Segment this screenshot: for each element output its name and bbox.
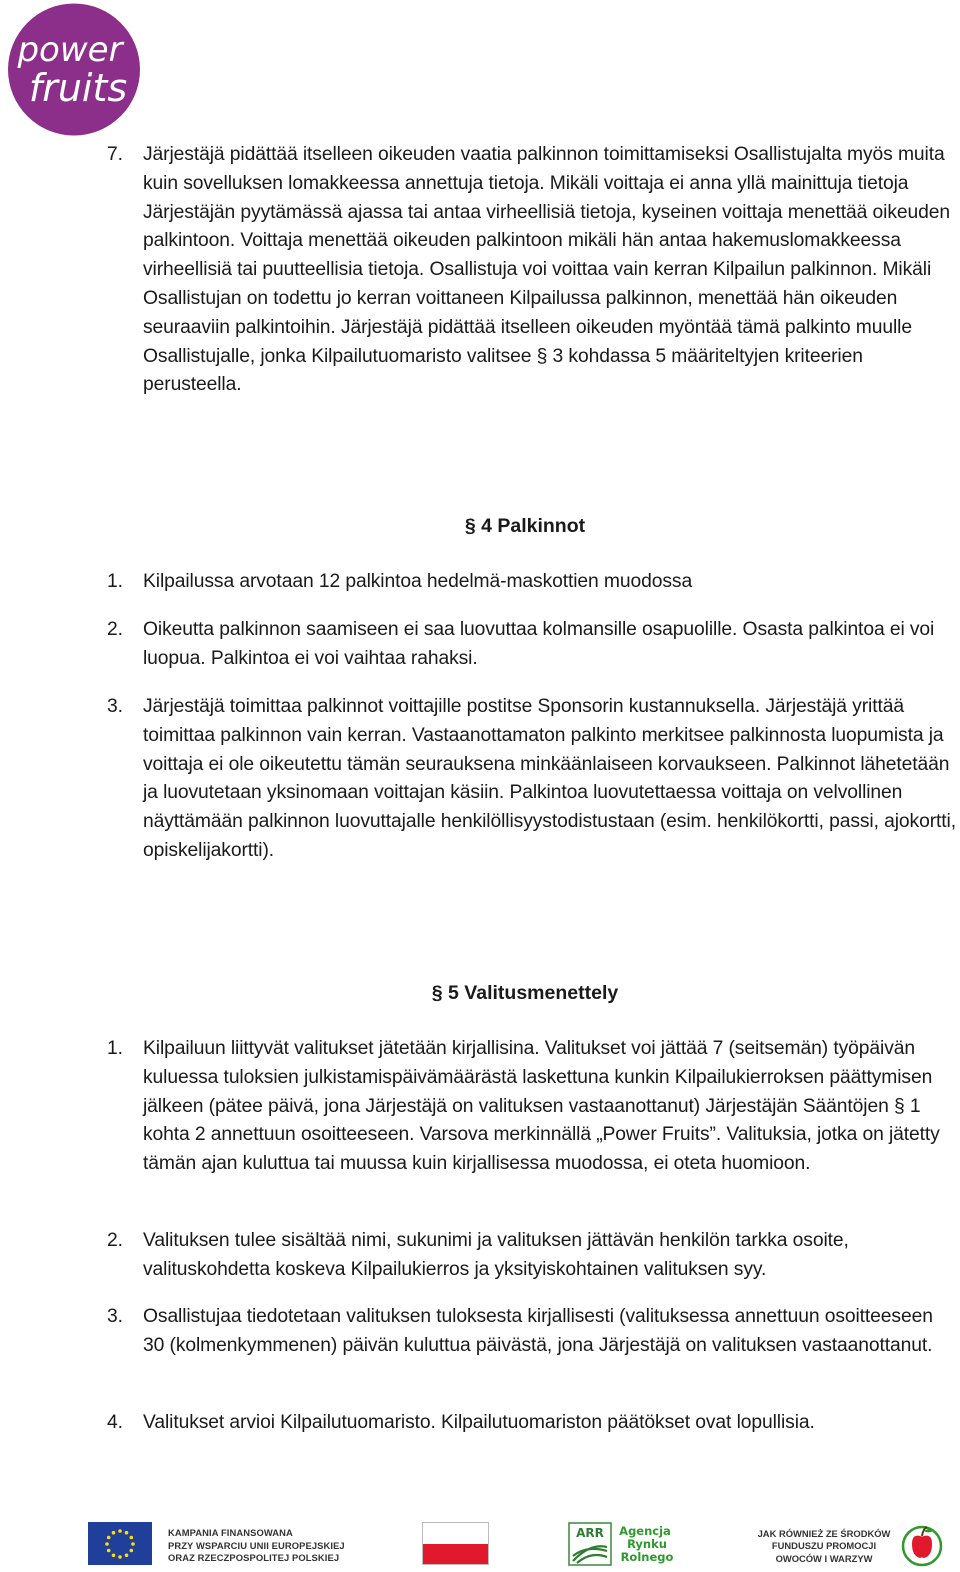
promo-text-line: JAK RÓWNIEŻ ZE ŚRODKÓW [757, 1528, 891, 1539]
item-text: Kilpailussa arvotaan 12 palkintoa hedelmä-maskottien muodossa [143, 571, 693, 592]
rule-5-4 [107, 1409, 957, 1438]
rule-4-3 [107, 693, 957, 866]
polish-flag-icon [422, 1522, 489, 1565]
item-number: 3. [107, 696, 123, 717]
section-4-heading: § 4 Palkinnot [464, 515, 586, 537]
eu-funding-text [168, 1527, 358, 1565]
arr-abbr: ARR [576, 1526, 604, 1540]
item-text: Osallistujaa tiedotetaan valituksen tuloksesta kirjallisesti (valituksessa annettuun osoitteeseen 30 (kolmenkymmenen) päivän kuluttua päivästä, jona Järjestäjä on valituksen vastaanottanut. [143, 1306, 933, 1356]
promo-text-line: FUNDUSZU PROMOCJI [771, 1540, 877, 1552]
logo-word-power: power [17, 30, 123, 70]
item-number: 4. [107, 1412, 123, 1433]
section-5-heading: § 5 Valitusmenettely [431, 982, 619, 1004]
item-number: 3. [107, 1306, 123, 1327]
apple-icon [898, 1520, 946, 1568]
rule-5-2 [107, 1227, 957, 1285]
arr-agency-logo [567, 1521, 679, 1567]
item-text: Järjestäjä pidättää itselleen oikeuden vaatia palkinnon toimittamiseksi Osallistujalta myös muita kuin sovelluksen lomakkeessa annettuja tietoja. Mikäli voittaja ei anna yllä mainittuja tietoja Järjestäjän pyytämässä ajassa tai antaa virheellisiä tietoja, kyseinen voittaja menettää oikeuden palkintoon. Voittaja menettää oikeuden palkintoon mikäli hän antaa hakemuslomakkeessa virheellisiä tai puutteellisia tietoja. Osallistuja voi voittaa vain kerran Kilpailun palkinnon. Mikäli Osallistujan on todettu jo kerran voittaneen Kilpailussa palkinnon, menettää hän oikeuden seuraaviin palkintoihin. Järjestäjä pidättää itselleen oikeuden myöntää tämä palkinto muulle Osallistujalle, jonka Kilpailutuomaristo valitsee § 3 kohdassa 5 määriteltyjen kriteerien perusteella. [143, 144, 951, 396]
item-text: Valituksen tulee sisältää nimi, sukunimi ja valituksen jättävän henkilön tarkka osoite, valituskohdetta koskeva Kilpailukierros ja yksityiskohtainen valituksen syy. [143, 1230, 849, 1280]
promotion-fund-text [754, 1528, 894, 1565]
rule-5-3 [107, 1303, 957, 1361]
rule-4-2 [107, 616, 957, 674]
item-number: 2. [107, 619, 123, 640]
item-number: 7. [107, 144, 123, 165]
eu-text-line: KAMPANIA FINANSOWANA [168, 1527, 293, 1538]
arr-line2: Rynku [627, 1537, 667, 1551]
item-number: 2. [107, 1230, 123, 1251]
promo-text-line: OWOCÓW I WARZYW [775, 1552, 873, 1564]
logo-word-fruits: fruits [28, 66, 128, 110]
eu-text-line: ORAZ RZECZPOSPOLITEJ POLSKIEJ [168, 1552, 340, 1564]
eu-flag-icon [88, 1522, 152, 1565]
rule-5-1 [107, 1035, 957, 1179]
arr-line1: Agencja [619, 1524, 671, 1538]
power-fruits-logo [6, 3, 142, 136]
item-text: Valitukset arvioi Kilpailutuomaristo. Kilpailutuomariston päätökset ovat lopullisia. [143, 1412, 815, 1433]
rule-4-1 [107, 568, 957, 597]
item-number: 1. [107, 571, 123, 592]
item-number: 1. [107, 1038, 123, 1059]
arr-line3: Rolnego [620, 1550, 674, 1564]
rule-3-7 [107, 141, 957, 400]
item-text: Kilpailuun liittyvät valitukset jätetään kirjallisina. Valitukset voi jättää 7 (seitsemän) työpäivän kuluessa tuloksien julkistamispäivämäärästä laskettuna kunkin Kilpailukierroksen päättymisen jälkeen (pätee päivä, jona Järjestäjä on valituksen vastaanottanut) Järjestäjän Sääntöjen § 1 kohta 2 annettuun osoitteeseen. Varsova merkinnällä „Power Fruits”. Valituksia, jotka on jätetty tämän ajan kuluttua tai muussa kuin kirjallisessa muodossa, ei oteta huomioon. [143, 1038, 940, 1175]
item-text: Oikeutta palkinnon saamiseen ei saa luovuttaa kolmansille osapuolille. Osasta palkintoa ei voi luopua. Palkintoa ei voi vaihtaa rahaksi. [143, 619, 935, 669]
eu-text-line: PRZY WSPARCIU UNII EUROPEJSKIEJ [168, 1539, 345, 1551]
item-text: Järjestäjä toimittaa palkinnot voittajille postitse Sponsorin kustannuksella. Järjestäjä yrittää toimittaa palkinnon vain kerran. Vastaanottamaton palkinto merkitsee palkinnosta luopumista ja voittaja ei ole oikeutettu tämän seurauksena minkäänlaiseen korvaukseen. Palkinnot lähetetään ja luovutetaan yksinomaan voittajan käsiin. Palkintoa luovutettaessa voittaja on velvollinen näyttämään palkinnon luovuttajalle henkilöllisyystodistustaan (esim. henkilökortti, passi, ajokortti, opiskelijakortti). [143, 696, 956, 861]
